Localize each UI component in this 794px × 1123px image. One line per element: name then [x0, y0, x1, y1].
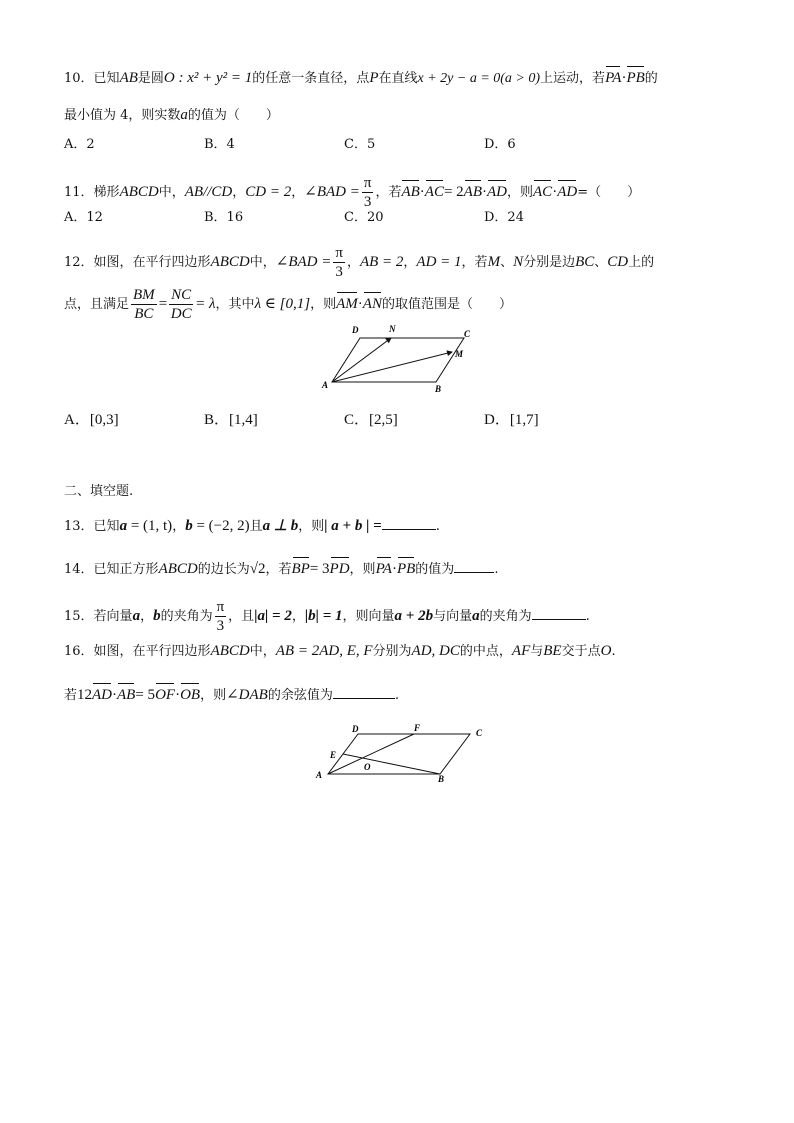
q11-option-c: C．20 [344, 210, 384, 225]
q15-line: 15．若向量a，b的夹角为 $\frac{\pi}{3}$ ，且|a| = 2，|b| = 1，则向量a + 2b与向量a的夹角为 . [64, 599, 590, 634]
q16-answer-blank[interactable] [333, 684, 395, 699]
q10-option-a: A．2 [64, 137, 95, 152]
q12-parallelogram [332, 338, 464, 382]
q13-line: 13．已知a = (1, t)，b = (−2, 2)且a ⊥ b，则| a + b | = . [64, 515, 440, 537]
q16-parallelogram-figure [310, 722, 496, 782]
q12-line1: 12．如图，在平行四边形ABCD中，∠BAD = $\frac{\pi}{3}$ ，AB = 2，AD = 1，若M、N分别是边BC、CD上的 [64, 245, 655, 280]
bm-over-bc: $\frac{BM}{BC}$ [133, 287, 155, 322]
q12-label-c: C [464, 329, 471, 339]
q16-label-e: E [330, 750, 337, 760]
q16-line1: 16．如图，在平行四边形ABCD中，AB = 2AD, E, F分别为AD, DC的中点，AF与BE交于点O. [64, 643, 616, 659]
q12-parallelogram-figure [316, 320, 476, 396]
q10-line1: 10．已知AB是圆O : x² + y² = 1的任意一条直径，点P在直线x + 2y − a = 0(a > 0)上运动，若PA·PB的 [64, 70, 658, 86]
q12-option-c: C．[2,5] [344, 412, 398, 428]
q16-line2: 若12AD·AB= 5OF·OB，则∠DAB的余弦值为 . [64, 684, 399, 706]
q16-label-o: O [364, 762, 371, 772]
q16-label-f: F [414, 723, 421, 733]
q11-pi-over-3: $\frac{\pi}{3}$ [363, 175, 372, 210]
circle-equation: O : x² + y² = 1 [163, 70, 253, 86]
q12-label-m: M [455, 349, 464, 359]
q10-option-d: D．6 [484, 137, 516, 152]
q10-line2: 最小值为 4，则实数a的值为（ ） [64, 107, 279, 123]
q14-answer-blank[interactable] [454, 558, 494, 573]
q12-pi-over-3: $\frac{\pi}{3}$ [335, 245, 343, 280]
segment-af [328, 734, 414, 774]
q11-option-d: D．24 [484, 210, 524, 225]
q12-label-d: D [352, 325, 359, 335]
q15-pi-over-3: $\frac{\pi}{3}$ [216, 599, 225, 634]
q11-option-a: A．12 [64, 210, 103, 225]
section-heading: 二、填空题. [64, 484, 134, 499]
q16-label-d: D [352, 724, 359, 734]
q16-parallelogram [328, 734, 470, 774]
q11-line1: 11．梯形ABCD中，AB//CD，CD = 2，∠BAD = $\frac{\pi}{3}$ ，若AB·AC= 2AB·AD，则AC·AD=（ ） [64, 175, 641, 210]
q12-label-n: N [389, 324, 396, 334]
q16-label-b: B [438, 774, 445, 782]
q12-label-b: B [435, 384, 442, 394]
q10-option-c: C．5 [344, 137, 376, 152]
q16-label-a: A [316, 770, 323, 780]
q12-option-b: B．[1,4] [204, 412, 258, 428]
line-equation: x + 2y − a = 0(a > 0) [417, 71, 541, 86]
segment-be [343, 754, 440, 774]
q12-label-a: A [322, 380, 329, 390]
q16-label-c: C [476, 728, 483, 738]
q10-option-b: B．4 [204, 137, 235, 152]
q12-option-a: A．[0,3] [64, 412, 119, 428]
vector-am [332, 352, 452, 382]
q14-line: 14．已知正方形ABCD的边长为√2，若BP= 3PD，则PA·PB的值为 . [64, 558, 498, 580]
q15-answer-blank[interactable] [532, 605, 586, 620]
nc-over-dc: $\frac{NC}{DC}$ [170, 287, 192, 322]
vector-an [332, 338, 391, 382]
q12-option-d: D．[1,7] [484, 412, 539, 428]
q13-answer-blank[interactable] [382, 515, 436, 530]
q12-line2: 点，且满足 $\frac{BM}{BC}$ = $\frac{NC}{DC}$ = λ，其中λ ∈ [0,1]，则AM·AN的取值范围是（ ） [64, 287, 512, 322]
q11-option-b: B．16 [204, 210, 244, 225]
